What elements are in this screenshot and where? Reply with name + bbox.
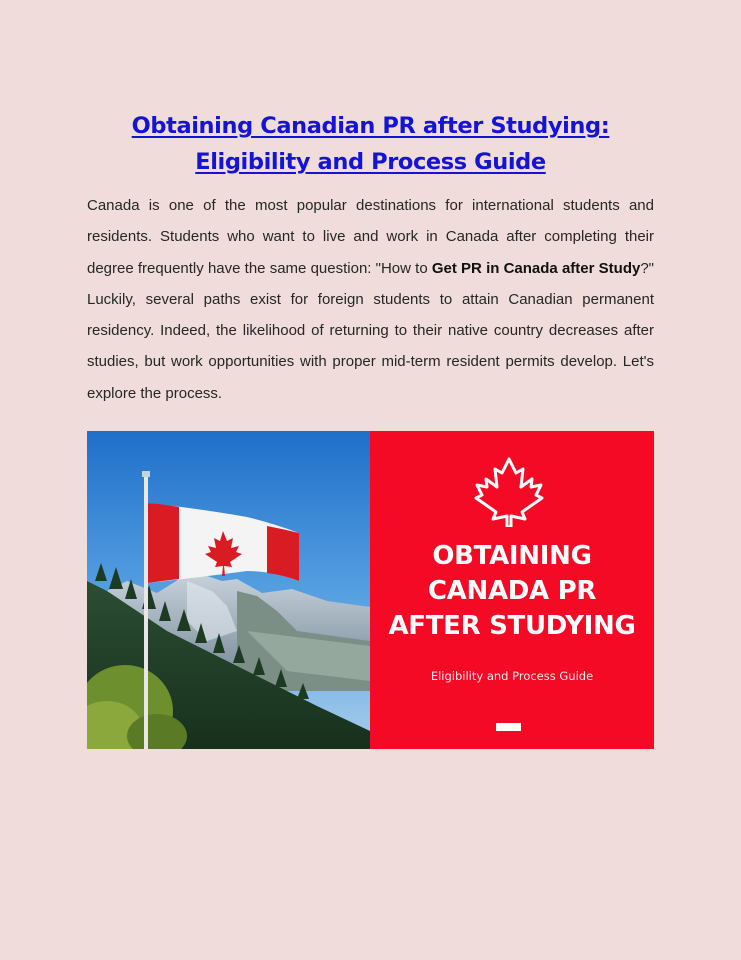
title-line-1[interactable]: Obtaining Canadian PR after Studying: xyxy=(131,113,610,139)
intro-text-part-1: Canada is one of the most popular destinations for international students and residents. Students who want to live and work in Canada after completing their degree frequently have the same question: "How to xyxy=(87,197,654,277)
canada-flag-photo xyxy=(87,431,370,749)
maple-leaf-icon xyxy=(474,457,544,527)
banner-divider xyxy=(496,723,521,731)
banner-heading xyxy=(370,539,654,644)
hero-banner-image xyxy=(87,431,654,749)
intro-text-part-2: ?" Luckily, several paths exist for foreign students to attain Canadian permanent residency. Indeed, the likelihood of returning to their native country decreases after studies, but work opportunities with proper mid-term resident permits develop. Let's explore the process. xyxy=(87,259,655,402)
banner-heading-line-3: AFTER STUDYING xyxy=(388,611,636,641)
hero-title-panel xyxy=(370,431,654,749)
intro-paragraph xyxy=(87,190,654,409)
intro-bold-keyword: Get PR in Canada after Study xyxy=(431,259,641,277)
banner-heading-line-2: CANADA PR xyxy=(427,576,597,606)
banner-heading-line-1: OBTAINING xyxy=(432,541,592,571)
banner-subtitle: Eligibility and Process Guide xyxy=(430,669,594,683)
article-title-link[interactable] xyxy=(87,108,654,180)
title-line-2[interactable]: Eligibility and Process Guide xyxy=(195,149,546,175)
